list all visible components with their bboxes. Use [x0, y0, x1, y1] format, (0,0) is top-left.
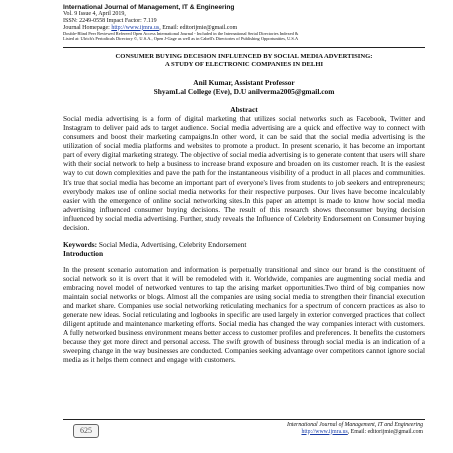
keywords [63, 240, 425, 249]
author-affiliation: ShyamLal College (Eve), D.U anilverma2005@gmail.com [153, 87, 335, 97]
abstract-heading: Abstract [230, 105, 258, 115]
introduction-heading: Introduction [63, 248, 104, 258]
page-footer [63, 419, 425, 443]
footer-contact-line [287, 429, 423, 436]
header-divider [63, 47, 425, 48]
footer-journal-title: International Journal of Management, IT and Engineering [287, 422, 423, 428]
article-body [63, 53, 425, 364]
volume-line: Vol. 9 Issue 4, April 2019, [63, 11, 126, 18]
keywords-label: Keywords: [63, 239, 98, 249]
homepage-link[interactable]: http://www.ijmra.us [111, 24, 160, 31]
title-line-2: A STUDY OF ELECTRONIC COMPANIES IN DELHI [164, 60, 324, 68]
homepage-line [63, 25, 423, 32]
homepage-label: Journal Homepage: [63, 24, 112, 31]
paper-title [63, 53, 425, 68]
introduction-text: In the present scenario automation and information is perpetually transitional and since our brand is the constituent of social network so it is overt that it will be remodeled with it. Worldwide, companies are augmenting social media and embracing novel model of networked ventures to tap the arising market opportunities.Two third of big companies now maintain social networks or blogs. Almost all the companies are using social media to strengthen their financial execution and market share. Companies use social networking reticulating mechanics for a spectrum of concern practices as also to generate new ideas. Social reticulating and logbooks in specific are used largely in exterior converged practices that collect diligent aptitude and maintenance marketing efforts. Social media has changed the way companies interact with customers. A fully networked business environment means better access to customer profiles and preferences. It benefits the customers because they get more direct and personal access. The swift growth of business through social media is an indication of a sweeping change in the way businesses are conducted. Companies seeking advantage over competitors cannot ignore social media as it helps them connect and engage with customers. [63, 264, 425, 365]
abstract-text: Social media advertising is a form of digital marketing that utilizes social networks such as Facebook, Twitter and Instagram to deliver paid ads to target audience. Social media advertising are a quick and effective way to connect with consumers and boost their marketing campaigns.In other word, it can be said that the social media advertising is the utilization of social media platforms and websites to promote a product. In present scenario, it has become an important part of every digital marketing strategy. The objective of social media advertising is to generate content that users will share with their social network to help a business to increase brand exposure and broaden on its customer reach. It is the easiest way to cut down complexities and pave the path for the instantaneous visibility of a product in all places and communities. It's true that social media has become an important part of everyone's lives from students to job seekers and entrepreneurs; everybody makes use of online social media networks for their respective purposes. Our lives have become incalculably easier with the emergence of online social networking sites.In this paper an attempt is made to know how social media advertising influenced consumer buying decisions. The result of this research shows theconsumer buying decision influenced by social media advertising. Further, study reveals the Influence of Celebrity Endorsement on Consumer buying decision. [63, 114, 425, 232]
footer-url-link[interactable]: http://www.ijmra.us [301, 428, 348, 435]
issn-line: ISSN: 2249-0558 Impact Factor: 7.119 [63, 18, 157, 24]
title-line-1: CONSUMER BUYING DECISION INFLUENCED BY SOCIAL MEDIA ADVERTISING: [115, 53, 373, 60]
indexing-line-1: Double-Blind Peer Reviewed Refereed Open Access International Journal - Included in the International Serial Directories Indexed & [63, 31, 299, 37]
author-name: Anil Kumar, Assistant Professor [193, 78, 295, 88]
footer-email: , Email: editorijmie@gmail.com [347, 428, 423, 435]
email-label: , Email: editorijmie@gmail.com [159, 24, 238, 31]
footer-divider [63, 419, 425, 420]
footer-journal-info [287, 422, 423, 435]
indexing-line-2: Listed at: Ulrich's Periodicals Directory ©, U.S.A., Open J-Gage as well as in Cabell's Directories of Publishing Opportunities, U.S.A [63, 36, 299, 42]
page-number: 625 [73, 424, 99, 438]
journal-header [63, 4, 423, 41]
journal-title: International Journal of Management, IT & Engineering [63, 4, 235, 11]
keywords-text: Social Media, Advertising, Celebrity Endorsement [97, 239, 247, 249]
